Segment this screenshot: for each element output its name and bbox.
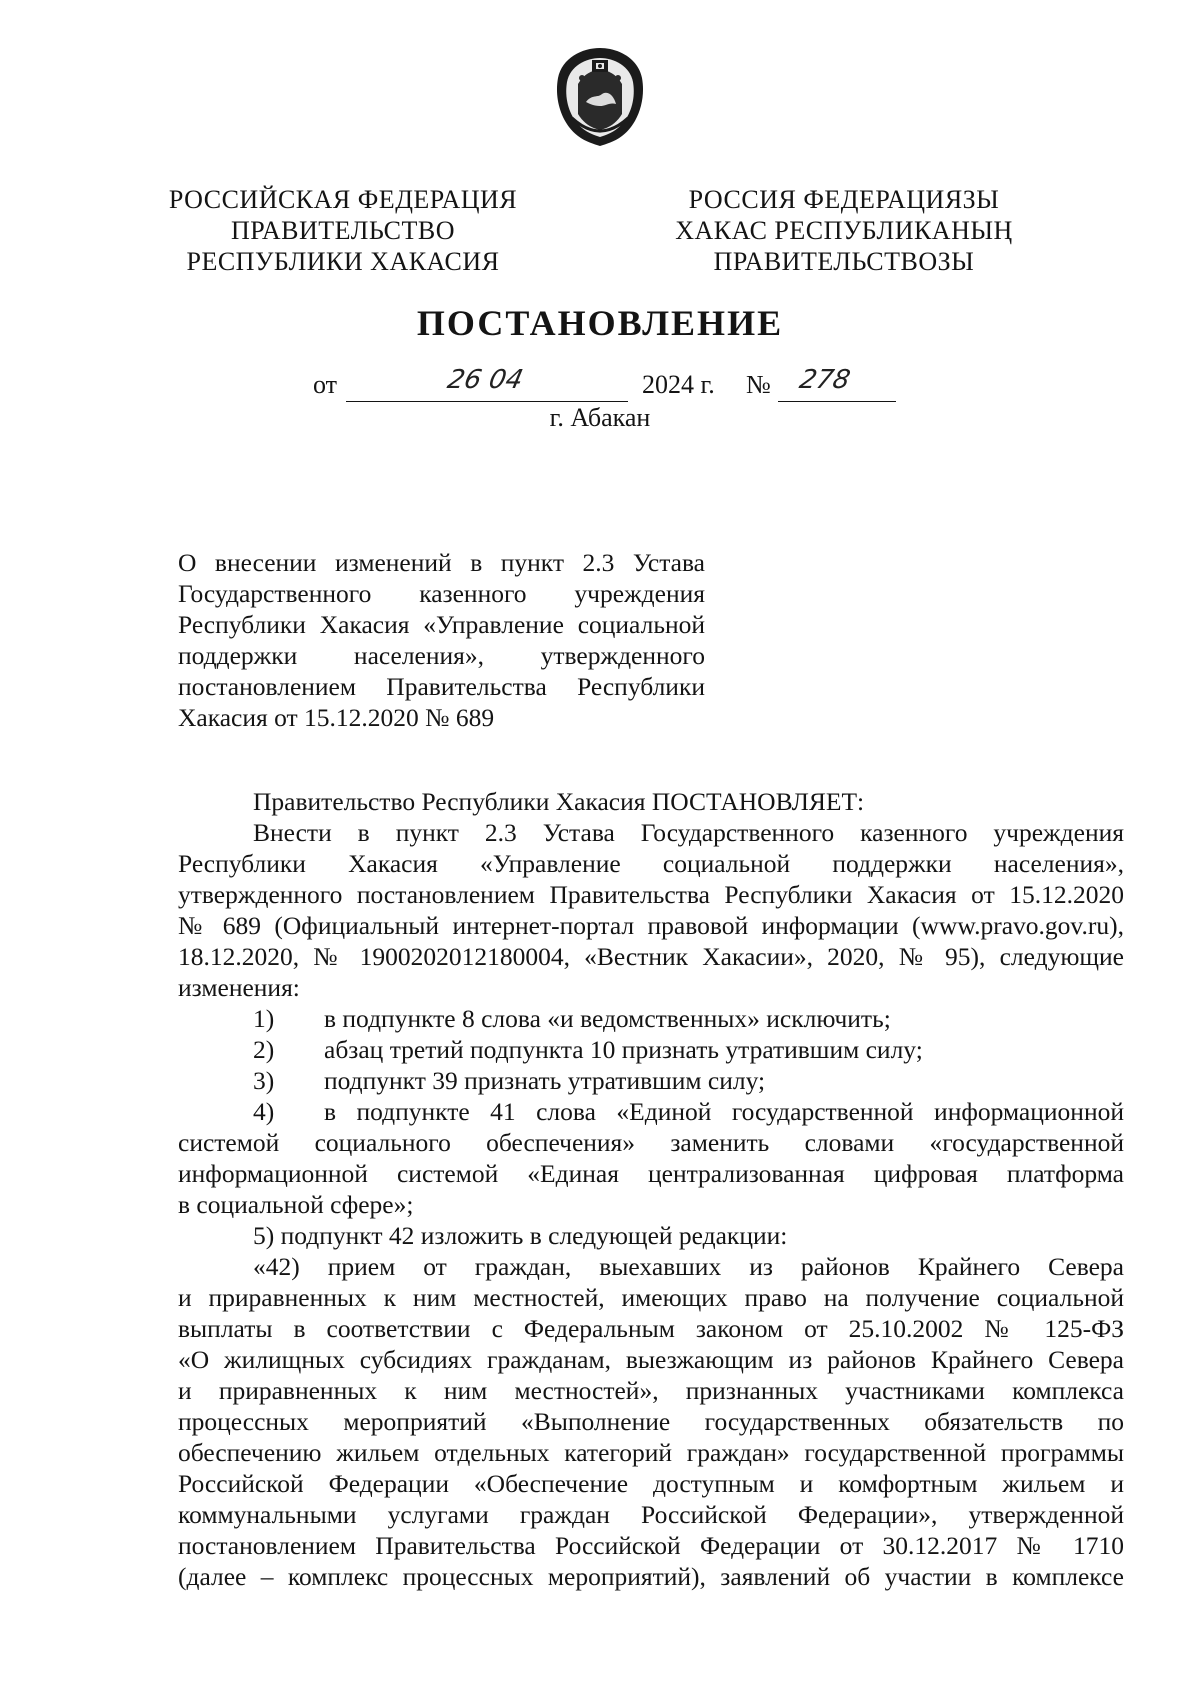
item4-continuation-line: в социальной сфере»; xyxy=(178,1190,414,1219)
item-text: подпункт 39 признать утратившим силу; xyxy=(324,1066,766,1095)
quote-line: обеспечению жильем отдельных категорий граждан» государственной программы xyxy=(178,1438,1124,1467)
handwritten-number: 278 xyxy=(796,365,853,395)
quote-line: Российской Федерации «Обеспечение доступным и комфортным жильем и xyxy=(178,1469,1124,1498)
city-name: г. Абакан xyxy=(549,403,651,432)
quote-line: выплаты в соответствии с Федеральным законом от 25.10.2002 № 125-ФЗ xyxy=(178,1314,1124,1343)
item-text: в подпункте 41 слова «Единой государственной информационной xyxy=(324,1097,1124,1126)
intro-line: Республики Хакасия «Управление социальной поддержки населения», xyxy=(178,849,1124,878)
intro-line: Внести в пункт 2.3 Устава Государственного казенного учреждения xyxy=(253,818,1124,847)
subject-line: Республики Хакасия «Управление социальной xyxy=(178,610,705,639)
subject-line: Государственного казенного учреждения xyxy=(178,579,705,608)
intro-line: изменения: xyxy=(178,973,300,1002)
header-right-block xyxy=(664,184,1024,277)
quote-line: постановлением Правительства Российской Федерации от 30.12.2017 № 1710 xyxy=(178,1531,1124,1560)
item-number: 2) xyxy=(253,1035,275,1064)
quote-line: и приравненных к ним местностей, имеющих право на получение социальной xyxy=(178,1283,1124,1312)
coat-of-arms-emblem xyxy=(552,44,648,148)
handwritten-date: 26 04 xyxy=(444,365,526,395)
number-blank-line xyxy=(778,401,896,402)
subject-line: Хакасия от 15.12.2020 № 689 xyxy=(178,703,495,732)
subject-block xyxy=(178,547,705,733)
subject-line: поддержки населения», утвержденного xyxy=(178,641,705,670)
header-right-line-3: ПРАВИТЕЛЬСТВОЗЫ xyxy=(713,247,975,276)
quote-line: коммунальными услугами граждан Российской Федерации», утвержденной xyxy=(178,1500,1124,1529)
number-sign: № xyxy=(746,370,771,399)
header-right-line-2: ХАКАС РЕСПУБЛИКАНЫҢ xyxy=(675,216,1013,245)
quote-line: «О жилищных субсидиях гражданам, выезжающим из районов Крайнего Севера xyxy=(178,1345,1124,1374)
item-text: абзац третий подпункта 10 признать утратившим силу; xyxy=(324,1035,923,1064)
header-left-line-2: ПРАВИТЕЛЬСТВО xyxy=(231,216,455,245)
date-year: 2024 г. xyxy=(642,370,715,399)
intro-line: № 689 (Официальный интернет-портал правовой информации (www.pravo.gov.ru), xyxy=(178,911,1124,940)
intro-line: 18.12.2020, № 1900202012180004, «Вестник Хакасии», 2020, № 95), следующие xyxy=(178,942,1124,971)
intro-line: утвержденного постановлением Правительства Республики Хакасия от 15.12.2020 xyxy=(178,880,1124,909)
decree-line: Правительство Республики Хакасия ПОСТАНОВЛЯЕТ: xyxy=(253,787,865,816)
document-title: ПОСТАНОВЛЕНИЕ xyxy=(416,303,784,343)
item-number: 4) xyxy=(253,1097,275,1126)
subject-line: О внесении изменений в пункт 2.3 Устава xyxy=(178,548,705,577)
header-left-block xyxy=(163,184,523,277)
quote-line: (далее – комплекс процессных мероприятий), заявлений об участии в комплексе xyxy=(178,1562,1124,1591)
date-blank-line xyxy=(346,401,628,402)
header-right-line-1: РОССИЯ ФЕДЕРАЦИЯЗЫ xyxy=(688,185,1000,214)
item-text: в подпункте 8 слова «и ведомственных» исключить; xyxy=(324,1004,891,1033)
item-number: 1) xyxy=(253,1004,275,1033)
item-number: 3) xyxy=(253,1066,275,1095)
header-left-line-3: РЕСПУБЛИКИ ХАКАСИЯ xyxy=(186,247,500,276)
subject-line: постановлением Правительства Республики xyxy=(178,672,705,701)
item5-line: 5) подпункт 42 изложить в следующей редакции: xyxy=(253,1221,788,1250)
item4-continuation-line: системой социального обеспечения» заменить словами «государственной xyxy=(178,1128,1124,1157)
date-prefix: от xyxy=(313,370,338,399)
quote-line: «42) прием от граждан, выехавших из районов Крайнего Севера xyxy=(253,1252,1124,1281)
item4-continuation-line: информационной системой «Единая централизованная цифровая платформа xyxy=(178,1159,1124,1188)
quote-line: и приравненных к ним местностей», признанных участниками комплекса xyxy=(178,1376,1124,1405)
header-left-line-1: РОССИЙСКАЯ ФЕДЕРАЦИЯ xyxy=(168,185,518,214)
quote-line: процессных мероприятий «Выполнение государственных обязательств по xyxy=(178,1407,1124,1436)
